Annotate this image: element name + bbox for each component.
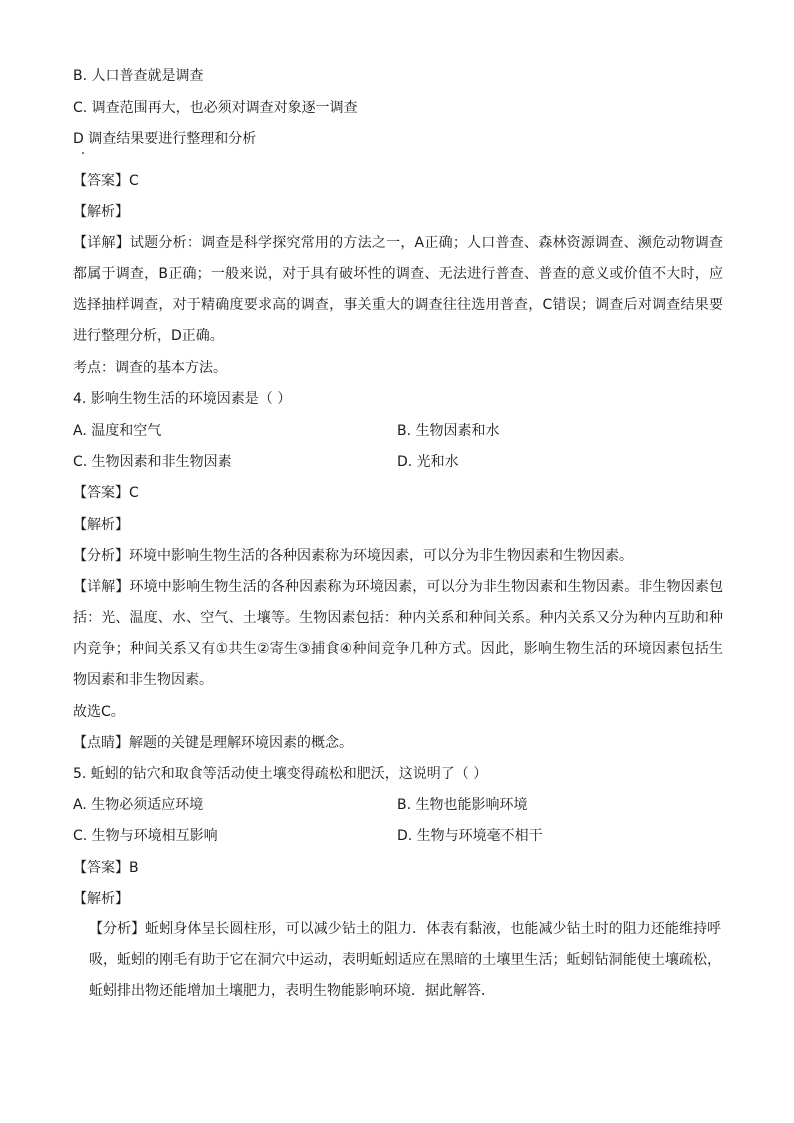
stray-dot — [82, 152, 84, 154]
q4-analysis-label: 【解析】 — [73, 517, 129, 533]
q5-fenxi: 【分析】蚯蚓身体呈长圆柱形，可以减少钻土的阻力．体表有黏液，也能减少钻土时的阻力还能维持呼吸，蚯蚓的刚毛有助于它在洞穴中运动，表明蚯蚓适应在黑暗的土壤里生活；蚯蚓钻洞能使土壤疏松，蚯蚓排出物还能增加土壤肥力，表明生物能影响环境．据此解答． — [89, 921, 721, 999]
q4-dianjing: 【点睛】解题的关键是理解环境因素的概念。 — [73, 735, 353, 751]
q3-kaodian: 考点：调查的基本方法。 — [73, 360, 227, 376]
q4-option-d: D. 光和水 — [397, 454, 459, 470]
q3-option-c: C. 调查范围再大，也必须对调查对象逐一调查 — [73, 100, 358, 116]
q5-answer: 【答案】B — [73, 860, 139, 876]
q4-stem: 4. 影响生物生活的环境因素是（ ） — [73, 391, 292, 407]
q4-fenxi: 【分析】环境中影响生物生活的各种因素称为环境因素，可以分为非生物因素和生物因素。 — [73, 548, 633, 564]
q4-option-b: B. 生物因素和水 — [397, 423, 500, 439]
q3-analysis-label: 【解析】 — [73, 204, 129, 220]
q5-analysis-label: 【解析】 — [73, 891, 129, 907]
q4-detail: 【详解】环境中影响生物生活的各种因素称为环境因素，可以分为非生物因素和生物因素。非生物因素包括：光、温度、水、空气、土壤等。生物因素包括：种内关系和种间关系。种内关系又分为种内互助和种内竞争；种间关系又有①共生②寄生③捕食④种间竞争几种方式。因此，影响生物生活的环境因素包括生物因素和非生物因素。 — [73, 579, 723, 688]
q3-detail: 【详解】试题分析：调查是科学探究常用的方法之一，A正确；人口普查、森林资源调查、濒危动物调查都属于调查，B正确；一般来说，对于具有破坏性的调查、无法进行普查、普查的意义或价值不大时，应选择抽样调查，对于精确度要求高的调查，事关重大的调查往往选用普查，C错误；调查后对调查结果要进行整理分析，D正确。 — [73, 235, 723, 344]
q4-option-a: A. 温度和空气 — [73, 423, 162, 439]
q5-option-c: C. 生物与环境相互影响 — [73, 828, 218, 844]
q4-option-c: C. 生物因素和非生物因素 — [73, 454, 232, 470]
q3-option-d: D 调查结果要进行整理和分析 — [73, 131, 257, 147]
q5-option-b: B. 生物也能影响环境 — [397, 797, 528, 813]
q3-answer: 【答案】C — [73, 173, 139, 189]
q4-answer: 【答案】C — [73, 485, 139, 501]
q5-stem: 5. 蚯蚓的钻穴和取食等活动使土壤变得疏松和肥沃，这说明了（ ） — [73, 766, 488, 782]
q5-option-a: A. 生物必须适应环境 — [73, 797, 204, 813]
q3-option-b: B. 人口普查就是调查 — [73, 68, 204, 84]
q4-choice: 故选C。 — [73, 704, 125, 720]
q5-option-d: D. 生物与环境毫不相干 — [397, 828, 543, 844]
